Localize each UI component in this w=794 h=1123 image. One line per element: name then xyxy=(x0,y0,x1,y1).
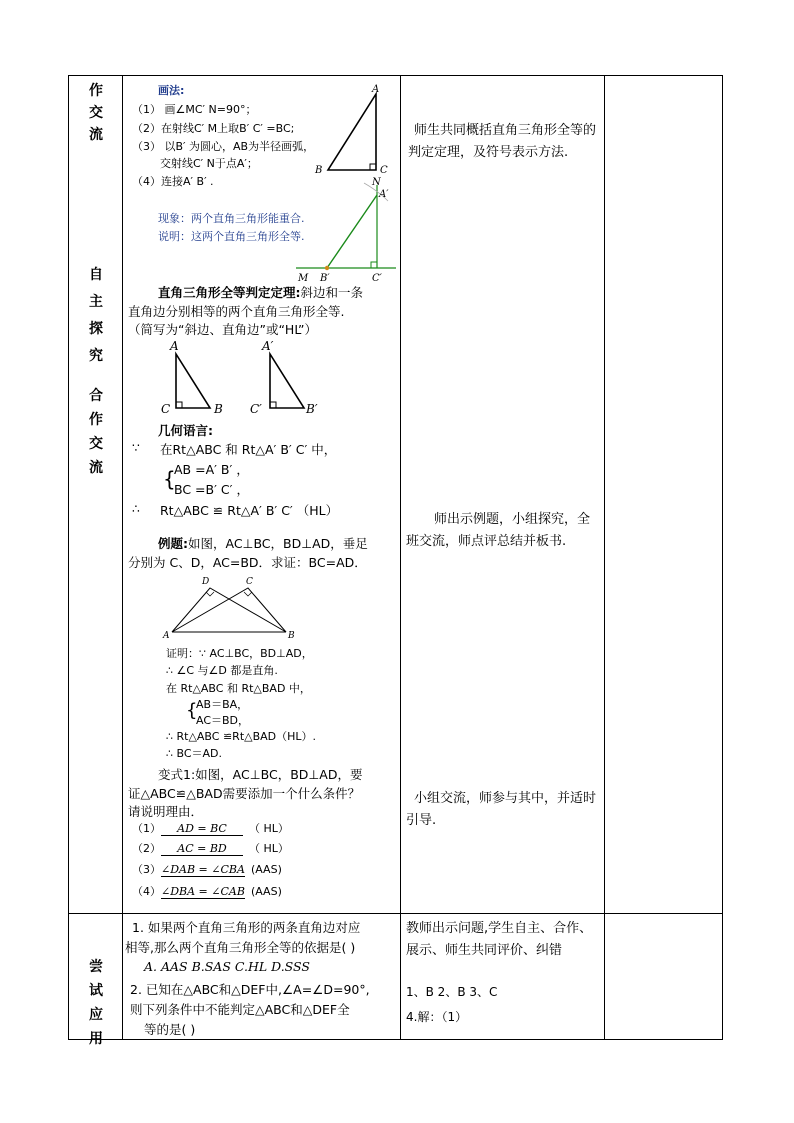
row-divider xyxy=(68,913,723,914)
geom-because: ∵ xyxy=(132,440,140,455)
side-label-bottom xyxy=(69,955,123,1051)
label-b-prime: B′ xyxy=(320,273,330,284)
theorem-line-2: 直角边分别相等的两个直角三角形全等. xyxy=(128,304,345,319)
segment-a-b xyxy=(327,195,377,268)
drawing-step-3a: （3） 以B′ 为圆心，AB为半径画弧， xyxy=(132,140,315,153)
answer-blank: AD = BC xyxy=(161,822,243,836)
construction-figure xyxy=(292,175,400,287)
side-char: 试 xyxy=(89,983,103,999)
answer-blank: AC = BD xyxy=(161,842,243,856)
geom-title: 几何语言: xyxy=(158,423,213,438)
proof-line-2: ∴ ∠C 与∠D 都是直角. xyxy=(166,664,278,677)
example-line-2: 分别为 C、D，AC=BD．求证：BC=AD． xyxy=(128,555,367,570)
geom-line-1: 在Rt△ABC 和 Rt△A′ B′ C′ 中， xyxy=(160,442,337,457)
side-label-top xyxy=(69,80,123,146)
label-a: A xyxy=(372,84,380,95)
side-char: 究 xyxy=(89,348,103,364)
geom-line-2: AB =A′ B′ ， xyxy=(174,462,249,477)
right-angle-mark xyxy=(206,592,214,596)
answer-blank: ∠DAB = ∠CBA xyxy=(161,863,245,876)
example-text-1: 如图，AC⊥BC，BD⊥AD，垂足 xyxy=(188,536,368,551)
answer-reason: (AAS) xyxy=(250,885,282,898)
explain-text: 说明：这两个直角三角形全等. xyxy=(158,230,305,243)
answer-blank: ∠DBA = ∠CAB xyxy=(161,885,245,898)
label-c: C xyxy=(380,165,388,176)
proof-line-3: 在 Rt△ABC 和 Rt△BAD 中， xyxy=(166,682,311,695)
drawing-step-1: （1） 画∠MC′ N=90°； xyxy=(132,103,257,116)
practice-q2-b: 则下列条件中不能判定△ABC和△DEF全 xyxy=(130,1002,350,1017)
brace-icon: { xyxy=(186,700,198,721)
label-b: B xyxy=(288,631,295,641)
side-label-mid xyxy=(69,262,123,370)
variant-answer-2 xyxy=(132,840,289,856)
theorem-line-3: （简写为“斜边、直角边”或“HL”） xyxy=(128,322,317,337)
triangle-abc xyxy=(328,94,376,170)
triangle-abc-prime xyxy=(270,354,304,408)
label-a: A xyxy=(170,339,179,353)
comment-2: 师出示例题，小组探究，全班交流，师点评总结并板书. xyxy=(406,512,591,549)
brace-icon: { xyxy=(163,467,176,491)
path-a-c-b xyxy=(172,588,286,632)
geom-line-3: BC =B′ C′ ， xyxy=(174,482,249,497)
comment-4: 教师出示问题,学生自主、合作、展示、师生共同评价、纠错 xyxy=(406,921,593,958)
theorem-tail: 斜边和一条 xyxy=(300,285,364,300)
table-top-border xyxy=(68,75,723,76)
label-c: C xyxy=(161,402,171,416)
label-b-prime: B′ xyxy=(306,402,318,416)
proof-line-6: ∴ Rt△ABC ≌Rt△BAD（HL）. xyxy=(166,730,317,743)
right-angle-mark xyxy=(176,402,182,408)
right-angle-mark xyxy=(270,402,276,408)
example-label: 例题: xyxy=(158,536,188,551)
geom-therefore: ∴ xyxy=(132,501,140,516)
label-c: C xyxy=(246,577,253,587)
side-char: 交 xyxy=(89,436,103,452)
example-line-1 xyxy=(158,534,368,552)
triangle-abc-figure xyxy=(310,80,400,180)
side-char: 自 xyxy=(89,267,103,283)
label-c-prime: C′ xyxy=(250,402,262,416)
variant-answer-1 xyxy=(132,820,289,836)
practice-q1-a: 1. 如果两个直角三角形的两条直角边对应 xyxy=(132,920,361,935)
comment-solution: 4.解：（1） xyxy=(406,1010,468,1024)
label-c-prime: C′ xyxy=(372,273,382,284)
table-bottom-border xyxy=(68,1039,723,1040)
proof-line-7: ∴ BC＝AD. xyxy=(166,747,223,760)
drawing-step-2: （2）在射线C′ M上取B′ C′ =BC; xyxy=(132,122,295,135)
side-char: 主 xyxy=(89,294,103,310)
comment-3: 小组交流，师参与其中，并适时引导. xyxy=(406,791,597,828)
side-char: 用 xyxy=(89,1031,103,1047)
variant-line-3: 请说明理由． xyxy=(128,804,204,819)
col-divider-3 xyxy=(604,75,605,1040)
side-char: 流 xyxy=(89,460,103,476)
label-b: B xyxy=(214,402,223,416)
answer-num: （1） xyxy=(132,822,161,835)
side-char: 流 xyxy=(89,127,103,143)
comment-1: 师生共同概括直角三角形全等的判定定理，及符号表示方法. xyxy=(408,123,597,160)
variant-line-1: 变式1:如图，AC⊥BC，BD⊥AD，要 xyxy=(158,767,363,782)
variant-line-2: 证△ABC≌△BAD需要添加一个什么条件？ xyxy=(128,786,361,801)
side-char: 应 xyxy=(89,1007,103,1023)
theorem-line-1 xyxy=(158,283,363,301)
col-divider-2 xyxy=(400,75,401,1040)
col-divider-1 xyxy=(122,75,123,1040)
side-char: 交 xyxy=(89,105,103,121)
answer-num: （3） xyxy=(132,863,161,876)
label-d: D xyxy=(202,577,210,587)
proof-line-5: AC＝BD， xyxy=(196,714,250,727)
side-label-mid2 xyxy=(69,384,123,480)
variant-answer-4 xyxy=(132,883,282,899)
right-angle-mark xyxy=(370,164,376,170)
table-left-border xyxy=(68,75,69,1040)
side-char: 尝 xyxy=(89,959,103,975)
variant-answer-3 xyxy=(132,861,282,877)
practice-q1-b: 相等,那么两个直角三角形全等的依据是( ) xyxy=(125,940,356,955)
practice-q2-a: 2. 已知在△ABC和△DEF中,∠A=∠D=90°, xyxy=(130,982,370,997)
answer-reason: （ HL） xyxy=(249,822,289,835)
phenomenon-text: 现象：两个直角三角形能重合. xyxy=(158,212,305,225)
label-b: B xyxy=(315,165,323,176)
right-angle-mark xyxy=(371,262,377,268)
point-b xyxy=(325,266,329,270)
path-a-d-b xyxy=(172,588,286,632)
label-a: A xyxy=(163,631,170,641)
geom-line-4: Rt△ABC ≌ Rt△A′ B′ C′ （HL） xyxy=(160,503,339,518)
right-angle-mark xyxy=(244,592,252,596)
example-figure xyxy=(160,572,300,642)
side-char: 作 xyxy=(89,412,103,428)
proof-line-4: AB＝BA， xyxy=(196,698,249,711)
label-a-prime: A′ xyxy=(262,339,274,353)
label-n: N xyxy=(372,177,381,188)
table-right-border xyxy=(722,75,723,1040)
practice-q2-c: 等的是( ) xyxy=(144,1022,196,1037)
label-m: M xyxy=(298,273,309,284)
answer-reason: (AAS) xyxy=(250,863,282,876)
theorem-head: 直角三角形全等判定定理: xyxy=(158,285,301,300)
drawing-step-3b: 交射线C′ N于点A′； xyxy=(160,157,258,170)
answer-num: （4） xyxy=(132,885,161,898)
side-char: 探 xyxy=(89,321,103,337)
two-triangles-figure xyxy=(158,338,338,420)
side-char: 作 xyxy=(89,83,103,99)
comment-answers: 1、B 2、B 3、C xyxy=(406,985,498,999)
answer-num: （2） xyxy=(132,842,161,855)
proof-line-1: 证明：∵ AC⊥BC，BD⊥AD， xyxy=(166,647,313,660)
label-a-prime: A′ xyxy=(379,189,389,200)
drawing-title: 画法: xyxy=(158,84,185,97)
answer-reason: （ HL） xyxy=(249,842,289,855)
practice-q1-options: A. AAS B.SAS C.HL D.SSS xyxy=(144,959,310,974)
side-char: 合 xyxy=(89,388,103,404)
triangle-abc xyxy=(176,354,210,408)
drawing-step-4: （4）连接A′ B′ . xyxy=(132,175,214,188)
